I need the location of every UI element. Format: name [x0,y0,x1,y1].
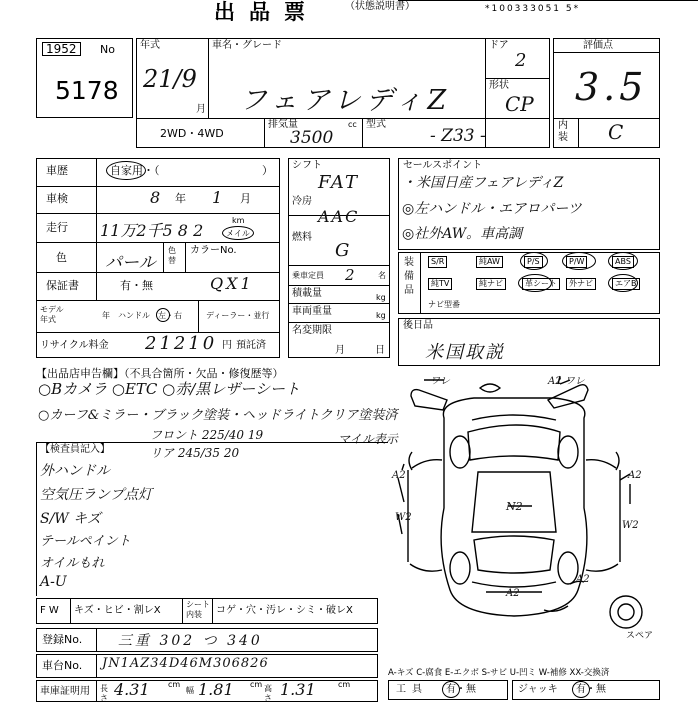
color-no-value: QX1 [210,274,254,293]
color-no-label: カラーNo. [190,245,237,256]
fuel-value: G [335,240,350,261]
ac-label: 冷房 [292,196,312,207]
notes-label: 後日品 [403,320,433,331]
door-count: 2 [515,50,527,71]
mileage-note: メイル [226,229,250,238]
displacement-unit: cc [348,120,357,129]
ac-value: AAC [318,207,360,226]
barcode-number: *100333051 5* [485,4,581,14]
equip-ext-navi: 外ナビ [566,278,596,290]
inspector-line-2: 空気圧ランプ点灯 [40,487,152,503]
sales-point-line-1: ・米国日産フェアレディZ [402,175,564,191]
shift-label: シフト [292,160,322,171]
history-label: 車歴 [46,164,68,177]
door-label: ドア [489,40,509,51]
exhibitor-line-3: フロント 225/40 19 [150,428,264,442]
model-label: 型式 [366,119,386,130]
height-label: 高さ [264,684,272,703]
equip-abs: ABS [612,256,634,268]
notes-value: 米国取説 [425,342,505,363]
handle-value: 左・右 [158,311,182,320]
displacement-label: 排気量 [268,119,298,130]
damage-legend: A-キズ C-腐食 E-エクボ S-サビ U-凹ミ W-補修 XX-交換済 [388,668,610,678]
damage-mark-5: N2 [506,500,523,513]
equipment-label: 装備品 [404,257,414,296]
lot-number: 5178 [55,76,119,105]
displacement-value: 3500 [290,128,334,148]
warranty-label: 保証書 [46,279,79,292]
mileage-display-note: マイル表示 [338,432,398,446]
form-title: 出品票 [214,0,319,24]
month-unit: 月 [240,192,251,205]
name-label: 車名・グレード [212,40,282,51]
weight-label: 車両重量 [292,306,332,317]
seat-value: コゲ・穴・汚レ・シミ・破レX [216,605,353,616]
equip-ps: P/S [524,256,543,268]
capacity-unit: 名 [378,271,386,280]
jack-value: 有・無 [576,684,606,695]
inspector-line-3: S/W キズ [40,511,101,527]
shape-label: 形状 [489,80,509,91]
expiry-unit: 月 [335,345,345,356]
dealer-label: ディーラー・並行 [206,311,270,320]
sales-point-line-2: ◎左ハンドル・エアロパーツ [402,201,582,217]
color-change-label: 色替 [168,246,176,265]
equip-aw: 純AW [476,256,503,268]
inspection-month: 1 [212,188,223,207]
recycle-unit: 円 [222,340,232,351]
length-unit: cm [168,680,181,689]
shift-value: FAT [318,172,359,193]
navi-model-label: ナビ型番 [428,300,460,309]
expiry-label: 名変期限 [292,325,332,336]
chassis-label: 車台No. [42,659,83,672]
grade-value: 3.5 [575,65,648,109]
car-name: フェアレディZ [240,85,452,116]
garage-cert-label: 車庫証明用 [40,686,90,697]
fw-value: キズ・ヒビ・割レX [74,605,161,616]
month-suffix: 月 [196,104,206,115]
equip-navi: 純ナビ [476,278,506,290]
exhibitor-line-4: リア 245/35 20 [150,446,240,460]
warranty-value: 有・無 [120,279,153,292]
inspector-line-4: テールペイント [40,534,131,549]
width-unit: cm [250,680,263,689]
jack-label: ジャッキ [518,684,558,695]
sales-point-line-3: ◎社外AW。車高調 [402,226,523,242]
weight-unit: kg [376,311,386,320]
width-value: 1.81 [198,680,234,699]
chassis-value: JN1AZ34D46M306826 [102,656,269,671]
damage-mark-9: A2 [506,588,520,599]
equip-airbag: エアB [612,278,640,290]
interior-value: C [608,120,624,144]
equip-leather: 革シート [522,278,560,290]
equip-tv: 純TV [428,278,452,290]
mileage-value: 11万2千5 8 2 [100,221,204,240]
damage-mark-7: W2 [622,520,639,531]
form-subtitle: （状態説明書） [345,1,415,12]
damage-mark-1: ワレ [430,376,450,387]
damage-mark-4: W2 [395,512,412,523]
drive-label: 2WD・4WD [160,127,224,140]
damage-mark-8: A2 [576,574,590,585]
mileage-label: 走行 [46,221,68,234]
load-label: 積載量 [292,288,322,299]
equip-pw: P/W [566,256,587,268]
sales-point-label: セールスポイント [403,160,483,171]
inspector-label: 【検査員記入】 [40,444,110,455]
inspector-line-1: 外ハンドル [40,463,110,479]
width-label: 幅 [186,686,194,695]
fw-label: F W [40,605,59,616]
recycle-value: 21210 [145,333,218,354]
equip-sr: S/R [428,256,447,268]
lot-code: 1952 [42,42,81,56]
capacity-value: 2 [345,266,355,284]
inspection-label: 車検 [46,192,68,205]
inspection-year: 8 [150,188,161,207]
year-unit: 年 [175,192,186,205]
shape-value: CP [505,92,534,116]
color-label: 色 [56,251,67,264]
year-label: 年式 [140,40,160,51]
grade-label: 評価点 [583,40,613,51]
exhibitor-line-1: ○Bカメラ ○ETC ○赤/黒レザーシート [38,380,301,398]
exhibitor-line-2: ○カーフ&ミラー・ブラック塗装・ヘッドライトクリア塗装済 [38,408,398,423]
fuel-label: 燃料 [292,232,312,243]
damage-mark-3: A2 [392,470,406,481]
damage-mark-2: A2 ワレ [548,376,585,387]
model-year-label: モデル年式 [40,305,64,324]
lot-code-suffix: No [100,43,115,56]
recycle-label: リサイクル料金 [40,340,109,351]
damage-mark-6: A2 [628,470,642,481]
spare-label: スペア [626,631,654,641]
height-unit: cm [338,680,351,689]
registration-value: 三重 302 つ 340 [118,633,263,649]
height-value: 1.31 [280,680,316,699]
length-label: 長さ [100,684,108,703]
interior-label: 内装 [558,120,568,143]
expiry-day-unit: 日 [375,345,385,356]
history-value: 自家用・（ [110,164,160,177]
tools-value: 有・無 [446,684,476,695]
mileage-unit: km [232,216,245,225]
load-unit: kg [376,293,386,302]
inspector-line-5: オイルもれ [40,556,105,571]
inspector-line-6: A-U [40,574,67,590]
history-close: ） [262,164,273,177]
tools-label: 工具 [396,684,428,695]
length-value: 4.31 [114,680,150,699]
color-value: パール [105,253,156,273]
seat-label: シート内装 [186,600,210,619]
handle-label: ハンドル [118,311,150,320]
exhibitor-label: 【出品店申告欄】（不具合箇所・欠品・修復歴等） [36,367,284,380]
recycle-note: 預託済 [236,340,266,351]
model-value: - Z33 - [430,126,486,146]
registration-label: 登録No. [42,633,83,646]
model-year-unit: 年 [102,311,110,320]
year-value: 21/9 [143,65,197,93]
capacity-label: 乗車定員 [292,271,324,280]
